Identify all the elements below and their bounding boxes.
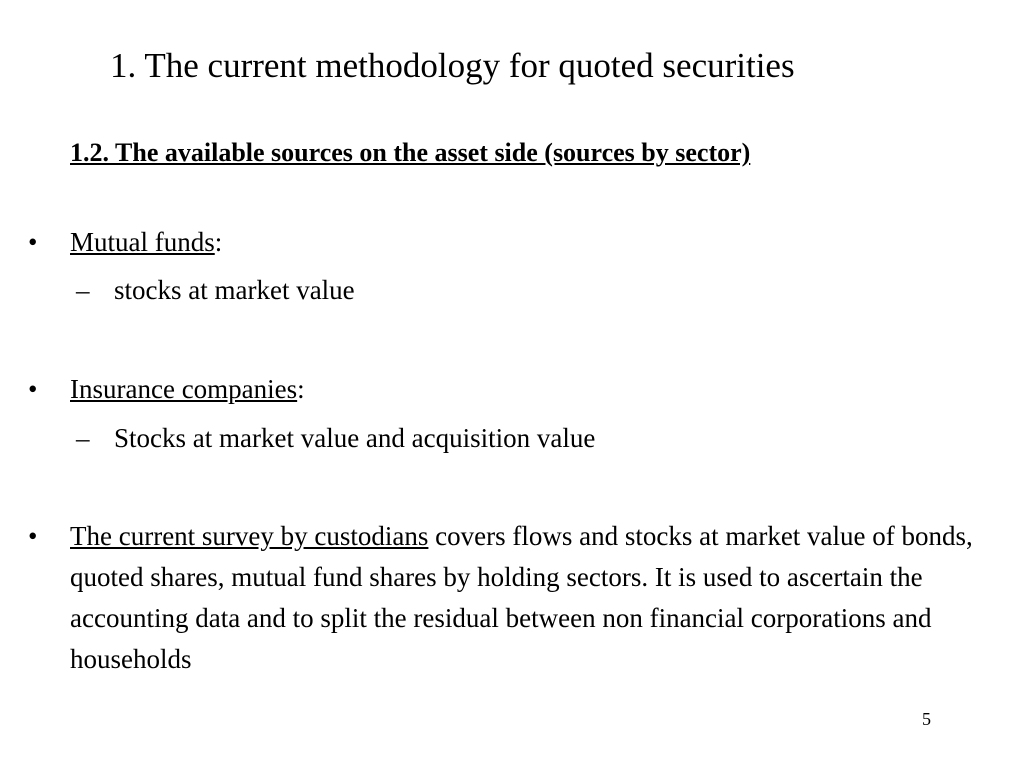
bullet-suffix: : bbox=[214, 227, 223, 257]
bullet-suffix: covers flows and stocks at market value of bonds, quoted shares, mutual fund shares by holding sectors. It is used to ascertain the accounting data and to split the residual between non financial corporations and households bbox=[70, 521, 973, 674]
sub-bullet-text: stocks at market value bbox=[114, 275, 355, 305]
bullet-suffix: : bbox=[297, 374, 305, 404]
sub-bullet-mutual-funds bbox=[76, 272, 355, 308]
bullet-label: Mutual funds bbox=[70, 227, 215, 257]
sub-bullet-text: Stocks at market value and acquisition value bbox=[114, 423, 596, 453]
dash-marker: – bbox=[76, 275, 90, 305]
slide-title: 1. The current methodology for quoted securities bbox=[110, 46, 795, 85]
bullet-marker: • bbox=[28, 374, 38, 404]
sub-bullet-insurance-companies bbox=[76, 420, 595, 456]
bullet-text bbox=[70, 222, 1005, 263]
bullet-label: The current survey by custodians bbox=[70, 521, 429, 551]
bullet-text bbox=[70, 369, 1005, 410]
bullet-label: Insurance companies bbox=[70, 374, 298, 404]
bullet-text bbox=[70, 516, 1005, 680]
page-number: 5 bbox=[922, 709, 931, 729]
dash-marker: – bbox=[76, 423, 90, 453]
section-subtitle: 1.2. The available sources on the asset side (sources by sector) bbox=[70, 138, 751, 167]
bullet-marker: • bbox=[28, 227, 38, 257]
bullet-marker: • bbox=[28, 521, 38, 551]
